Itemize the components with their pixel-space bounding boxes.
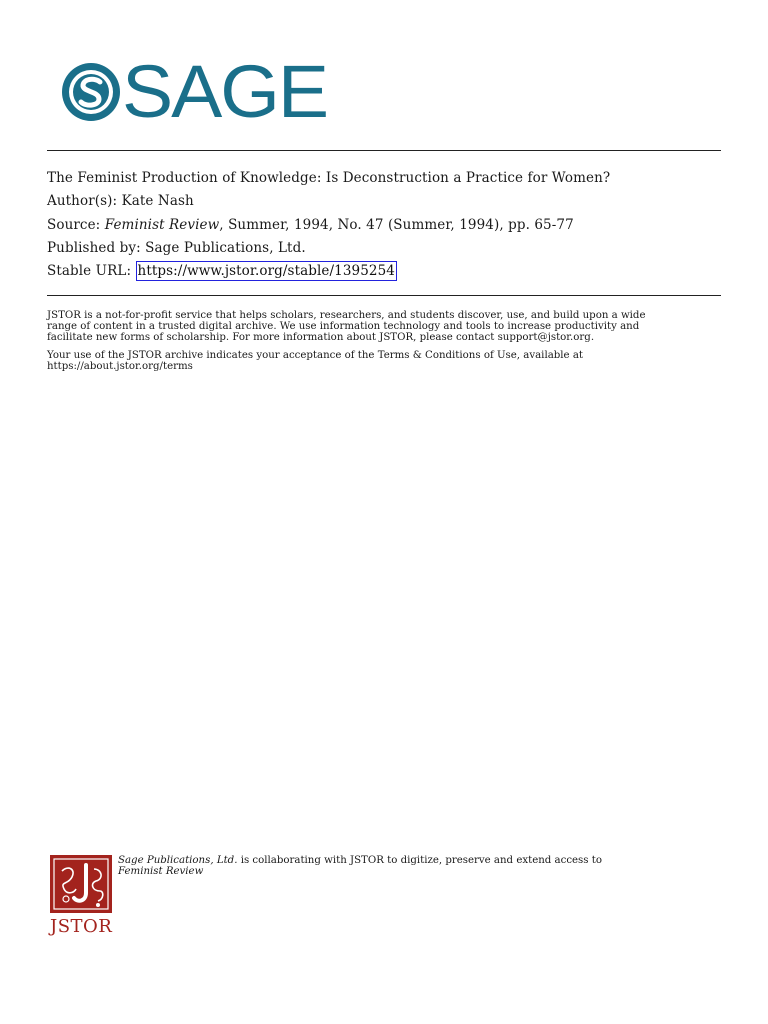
source-line (47, 214, 727, 237)
source-detail: , Summer, 1994, No. 47 (Summer, 1994), pp. 65-77 (219, 216, 574, 233)
publisher-line (47, 237, 727, 260)
source-label: Source: (47, 216, 101, 233)
notice-paragraph-1: JSTOR is a not-for-profit service that helps scholars, researchers, and students discover, use, and build upon a wide range of content in a trusted digital archive. We use information technology and tools to increase productivity and facilitate new forms of scholarship. For more information about JSTOR, please contact support@jstor.org. (47, 310, 646, 343)
jstor-logo-icon (50, 855, 112, 913)
sage-logo-icon (60, 55, 330, 130)
footer-publisher: Sage Publications, Ltd. (118, 855, 238, 866)
author-label: Author(s): (47, 193, 118, 210)
article-metadata (47, 167, 727, 283)
collaboration-note (118, 855, 718, 877)
jstor-notice (47, 310, 727, 379)
article-title: The Feminist Production of Knowledge: Is Deconstruction a Practice for Women? (47, 170, 611, 186)
footer (50, 855, 730, 940)
notice-paragraph-2: Your use of the JSTOR archive indicates your acceptance of the Terms & Conditions of Use, available at https://about.jstor.org/terms (47, 350, 583, 372)
sage-logo (60, 55, 330, 130)
footer-text: is collaborating with JSTOR to digitize, preserve and extend access to (237, 855, 602, 866)
stable-url-link[interactable]: https://www.jstor.org/stable/1395254 (137, 263, 395, 280)
stable-url-label: Stable URL: (47, 263, 132, 280)
publisher-label: Published by: (47, 239, 141, 256)
publisher-name: Sage Publications, Ltd. (145, 239, 306, 256)
mid-divider (47, 295, 721, 296)
jstor-wordmark: JSTOR (50, 916, 113, 937)
top-divider (47, 150, 721, 151)
stable-url-line (47, 260, 727, 283)
author-line (47, 190, 727, 213)
source-journal: Feminist Review (104, 216, 220, 233)
author-name: Kate Nash (121, 193, 194, 210)
footer-journal: Feminist Review (118, 866, 204, 877)
logo-text: SAGE (122, 55, 327, 130)
